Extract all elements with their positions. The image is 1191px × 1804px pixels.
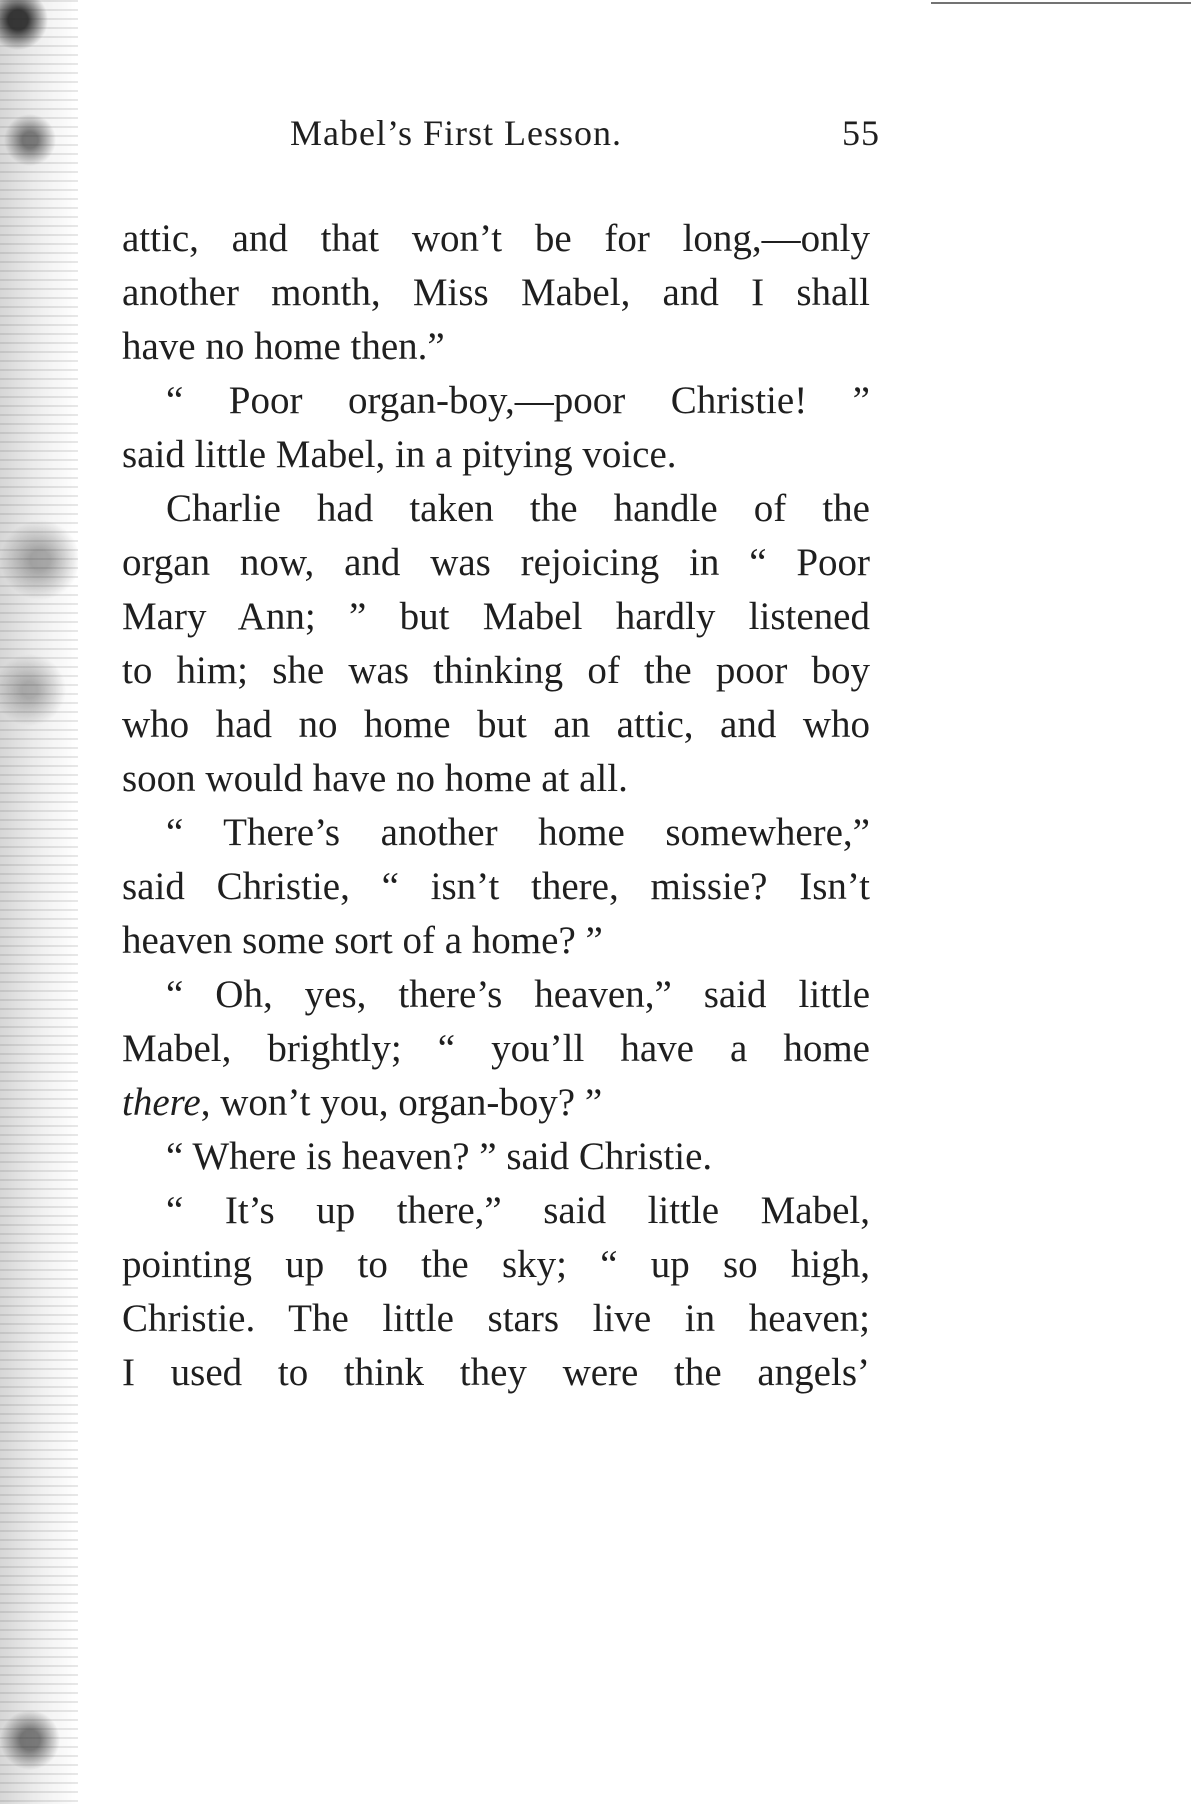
text-line: organ now, and was rejoicing in “ Poor xyxy=(122,541,870,584)
text-line: another month, Miss Mabel, and I shall xyxy=(122,271,870,314)
text-line: attic, and that won’t be for long,—only xyxy=(122,217,870,260)
text-line: said Christie, “ isn’t there, missie? Isn’t xyxy=(122,865,870,908)
top-rule xyxy=(931,2,1191,4)
body-text xyxy=(122,212,870,1400)
text-line: to him; she was thinking of the poor boy xyxy=(122,649,870,692)
text-line: who had no home but an attic, and who xyxy=(122,703,870,746)
text-line xyxy=(122,1076,870,1130)
running-header xyxy=(290,112,880,172)
text-line: Mary Ann; ” but Mabel hardly listened xyxy=(122,595,870,638)
italic-word: there xyxy=(122,1081,201,1124)
page-number: 55 xyxy=(842,113,880,153)
text-line: heaven some sort of a home? ” xyxy=(122,919,603,962)
text-line: “ It’s up there,” said little Mabel, xyxy=(166,1189,870,1232)
text-line: Charlie had taken the handle of the xyxy=(166,487,870,530)
text-line: Christie. The little stars live in heaven; xyxy=(122,1297,870,1340)
text-line: Mabel, brightly; “ you’ll have a home xyxy=(122,1027,870,1070)
text-line: “ Poor organ-boy,—poor Christie! ” xyxy=(166,379,870,422)
text-line: soon would have no home at all. xyxy=(122,757,628,800)
text-line: “ Where is heaven? ” said Christie. xyxy=(166,1135,713,1178)
text-fragment: , won’t you, organ-boy? ” xyxy=(200,1081,603,1124)
text-line: I used to think they were the angels’ xyxy=(122,1351,870,1394)
text-line: “ There’s another home somewhere,” xyxy=(166,811,870,854)
text-line: have no home then.” xyxy=(122,325,445,368)
text-line: “ Oh, yes, there’s heaven,” said little xyxy=(166,973,870,1016)
text-line: said little Mabel, in a pitying voice. xyxy=(122,433,677,476)
running-title: Mabel’s First Lesson. xyxy=(290,113,622,153)
text-line: pointing up to the sky; “ up so high, xyxy=(122,1243,870,1286)
scan-edge-shadow xyxy=(0,0,78,1804)
